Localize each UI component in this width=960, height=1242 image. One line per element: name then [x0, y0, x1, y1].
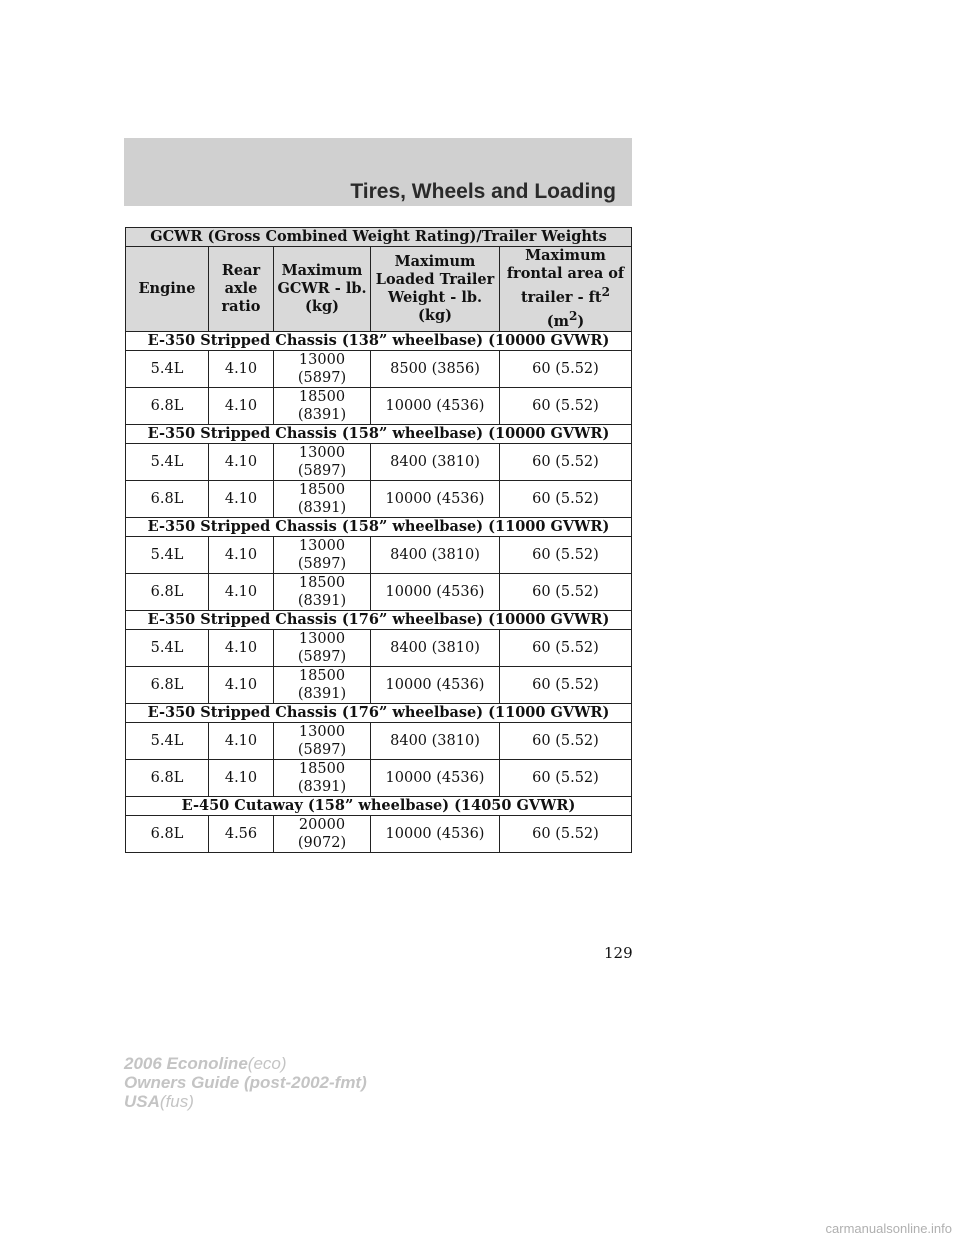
page-number: 129: [604, 944, 633, 962]
gcwr-kg: (8391): [297, 406, 347, 423]
cell-max-frontal-area: 60 (5.52): [500, 815, 632, 852]
group-header-label: E-350 Stripped Chassis (158” wheelbase) (10000 GVWR): [126, 424, 632, 443]
table-row: [126, 629, 632, 666]
cell-max-trailer-weight: 8400 (3810): [371, 629, 500, 666]
group-header-label: E-350 Stripped Chassis (176” wheelbase) (10000 GVWR): [126, 610, 632, 629]
cell-max-frontal-area: 60 (5.52): [500, 443, 632, 480]
cell-max-trailer-weight: 8500 (3856): [371, 350, 500, 387]
cell-max-frontal-area: 60 (5.52): [500, 629, 632, 666]
table-row: [126, 387, 632, 424]
column-header-max-gcwr: Maximum GCWR - lb. (kg): [274, 247, 371, 332]
gcwr-lb: 18500: [298, 481, 346, 498]
cell-max-gcwr: [274, 480, 371, 517]
cell-max-frontal-area: 60 (5.52): [500, 350, 632, 387]
cell-max-trailer-weight: 10000 (4536): [371, 573, 500, 610]
cell-engine: 5.4L: [126, 629, 209, 666]
cell-max-gcwr: [274, 722, 371, 759]
column-header-max-frontal-area: [500, 247, 632, 332]
cell-max-trailer-weight: 10000 (4536): [371, 387, 500, 424]
group-header-row: [126, 610, 632, 629]
watermark: carmanualsonline.info: [825, 1221, 952, 1236]
footer-market: USA: [124, 1092, 160, 1111]
gcwr-lb: 13000: [298, 444, 346, 461]
column-header-row: [126, 247, 632, 332]
cell-max-gcwr: [274, 759, 371, 796]
group-header-row: [126, 331, 632, 350]
gcwr-kg: (5897): [297, 648, 347, 665]
cell-max-trailer-weight: 10000 (4536): [371, 480, 500, 517]
cell-engine: 6.8L: [126, 759, 209, 796]
column-header-max-trailer-weight: Maximum Loaded Trailer Weight - lb. (kg): [371, 247, 500, 332]
cell-max-trailer-weight: 8400 (3810): [371, 443, 500, 480]
cell-max-gcwr: [274, 666, 371, 703]
table-title-row: [126, 228, 632, 247]
group-header-row: [126, 424, 632, 443]
cell-max-gcwr: [274, 536, 371, 573]
cell-rear-axle-ratio: 4.10: [209, 666, 274, 703]
superscript-ft: 2: [601, 285, 611, 299]
cell-engine: 6.8L: [126, 666, 209, 703]
gcwr-kg: (5897): [297, 369, 347, 386]
cell-rear-axle-ratio: 4.10: [209, 722, 274, 759]
cell-max-frontal-area: 60 (5.52): [500, 666, 632, 703]
group-header-label: E-350 Stripped Chassis (138” wheelbase) (10000 GVWR): [126, 331, 632, 350]
cell-engine: 5.4L: [126, 443, 209, 480]
gcwr-kg: (8391): [297, 778, 347, 795]
gcwr-lb: 13000: [298, 723, 346, 740]
cell-rear-axle-ratio: 4.10: [209, 759, 274, 796]
gcwr-lb: 13000: [298, 351, 346, 368]
column-header-rear-axle-ratio: Rear axle ratio: [209, 247, 274, 332]
gcwr-lb: 18500: [298, 667, 346, 684]
cell-max-gcwr: [274, 443, 371, 480]
frontal-area-metric-close: ): [577, 312, 585, 330]
cell-max-frontal-area: 60 (5.52): [500, 536, 632, 573]
gcwr-lb: 13000: [298, 537, 346, 554]
group-header-row: [126, 796, 632, 815]
cell-max-trailer-weight: 8400 (3810): [371, 722, 500, 759]
cell-max-frontal-area: 60 (5.52): [500, 759, 632, 796]
table-row: [126, 536, 632, 573]
group-header-label: E-450 Cutaway (158” wheelbase) (14050 GVWR): [126, 796, 632, 815]
cell-max-gcwr: [274, 387, 371, 424]
cell-rear-axle-ratio: 4.10: [209, 350, 274, 387]
table-row: [126, 573, 632, 610]
cell-rear-axle-ratio: 4.10: [209, 480, 274, 517]
cell-max-trailer-weight: 10000 (4536): [371, 666, 500, 703]
group-header-row: [126, 703, 632, 722]
cell-rear-axle-ratio: 4.10: [209, 536, 274, 573]
gcwr-lb: 18500: [298, 574, 346, 591]
table-row: [126, 443, 632, 480]
gcwr-lb: 13000: [298, 630, 346, 647]
gcwr-kg: (5897): [297, 462, 347, 479]
cell-max-frontal-area: 60 (5.52): [500, 722, 632, 759]
frontal-area-metric-open: (m: [546, 312, 569, 330]
cell-max-frontal-area: 60 (5.52): [500, 480, 632, 517]
cell-max-frontal-area: 60 (5.52): [500, 573, 632, 610]
section-title: Tires, Wheels and Loading: [350, 180, 616, 203]
cell-rear-axle-ratio: 4.10: [209, 629, 274, 666]
footer-model: 2006 Econoline: [124, 1054, 248, 1073]
cell-engine: 6.8L: [126, 480, 209, 517]
table-row: [126, 815, 632, 852]
group-header-label: E-350 Stripped Chassis (176” wheelbase) (11000 GVWR): [126, 703, 632, 722]
footer: [124, 1054, 367, 1111]
table-title: GCWR (Gross Combined Weight Rating)/Trailer Weights: [126, 228, 632, 247]
footer-guide: Owners Guide (post-2002-fmt): [124, 1073, 367, 1092]
cell-engine: 5.4L: [126, 536, 209, 573]
cell-max-trailer-weight: 10000 (4536): [371, 815, 500, 852]
cell-rear-axle-ratio: 4.10: [209, 573, 274, 610]
gcwr-kg: (9072): [297, 834, 347, 851]
cell-engine: 6.8L: [126, 815, 209, 852]
table-row: [126, 666, 632, 703]
superscript-m: 2: [568, 308, 578, 323]
cell-max-gcwr: [274, 815, 371, 852]
gcwr-trailer-weights-table: [125, 227, 632, 853]
gcwr-kg: (8391): [297, 685, 347, 702]
frontal-area-label: Maximum frontal area of trailer - ft: [506, 247, 625, 306]
column-header-engine: Engine: [126, 247, 209, 332]
cell-max-trailer-weight: 8400 (3810): [371, 536, 500, 573]
section-header-bar: [124, 138, 632, 206]
footer-market-code: (fus): [159, 1092, 194, 1111]
cell-max-frontal-area: 60 (5.52): [500, 387, 632, 424]
cell-engine: 6.8L: [126, 573, 209, 610]
gcwr-lb: 20000: [298, 816, 346, 833]
cell-max-gcwr: [274, 350, 371, 387]
cell-rear-axle-ratio: 4.56: [209, 815, 274, 852]
table-row: [126, 350, 632, 387]
cell-engine: 5.4L: [126, 350, 209, 387]
table-row: [126, 722, 632, 759]
cell-max-gcwr: [274, 629, 371, 666]
cell-max-gcwr: [274, 573, 371, 610]
cell-rear-axle-ratio: 4.10: [209, 443, 274, 480]
cell-engine: 5.4L: [126, 722, 209, 759]
cell-max-trailer-weight: 10000 (4536): [371, 759, 500, 796]
gcwr-kg: (8391): [297, 592, 347, 609]
group-header-row: [126, 517, 632, 536]
gcwr-lb: 18500: [298, 760, 346, 777]
group-header-label: E-350 Stripped Chassis (158” wheelbase) (11000 GVWR): [126, 517, 632, 536]
gcwr-kg: (5897): [297, 741, 347, 758]
table-row: [126, 480, 632, 517]
gcwr-lb: 18500: [298, 388, 346, 405]
footer-model-code: (eco): [247, 1054, 287, 1073]
table-row: [126, 759, 632, 796]
cell-engine: 6.8L: [126, 387, 209, 424]
cell-rear-axle-ratio: 4.10: [209, 387, 274, 424]
gcwr-kg: (8391): [297, 499, 347, 516]
gcwr-kg: (5897): [297, 555, 347, 572]
